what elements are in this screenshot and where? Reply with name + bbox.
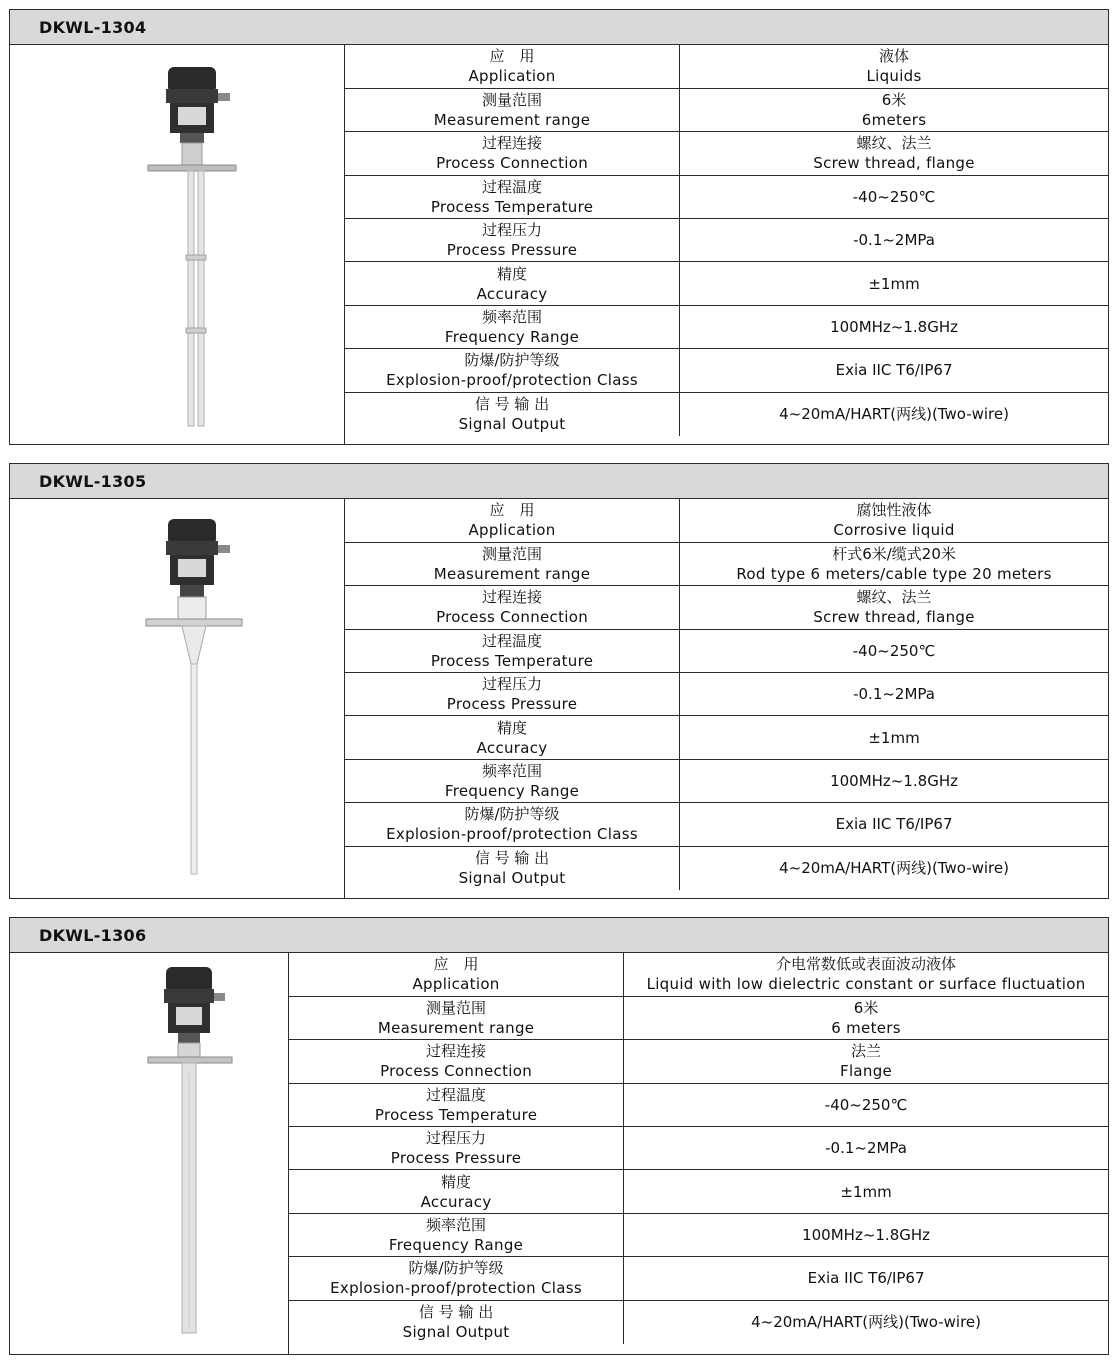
spec-value: 介电常数低或表面波动液体 Liquid with low dielectric constant or surface fluctuation — [624, 953, 1108, 996]
product-section-dkwl-1304 — [9, 9, 1109, 445]
spec-value: 100MHz~1.8GHz — [624, 1213, 1108, 1256]
section-body — [9, 953, 1109, 1355]
spec-value: ±1mm — [624, 1170, 1108, 1213]
spec-value: 螺纹、法兰 Screw thread, flange — [680, 132, 1108, 175]
table-row — [289, 1083, 1108, 1126]
spec-label: 过程连接 Process Connection — [345, 586, 680, 629]
table-row — [289, 1170, 1108, 1213]
spec-value: -40~250℃ — [624, 1083, 1108, 1126]
radar-level-gauge-twin-rod-image — [10, 45, 345, 445]
spec-value: -0.1~2MPa — [680, 219, 1108, 262]
spec-value: 4~20mA/HART(两线)(Two-wire) — [680, 846, 1108, 889]
table-row — [345, 45, 1108, 88]
spec-label: 过程温度 Process Temperature — [289, 1083, 624, 1126]
table-row — [345, 673, 1108, 716]
spec-value: 6米 6 meters — [624, 996, 1108, 1039]
section-body — [9, 45, 1109, 445]
spec-label: 测量范围 Measurement range — [345, 88, 680, 131]
spec-value: 4~20mA/HART(两线)(Two-wire) — [680, 392, 1108, 435]
spec-value: 100MHz~1.8GHz — [680, 305, 1108, 348]
spec-label: 防爆/防护等级 Explosion-proof/protection Class — [345, 349, 680, 392]
table-row — [345, 219, 1108, 262]
spec-label: 精度 Accuracy — [345, 262, 680, 305]
spec-value: -0.1~2MPa — [680, 673, 1108, 716]
product-image-dkwl-1305 — [10, 499, 345, 898]
radar-level-gauge-single-rod-image — [10, 499, 345, 899]
spec-label: 频率范围 Frequency Range — [289, 1213, 624, 1256]
spec-label: 过程温度 Process Temperature — [345, 629, 680, 672]
product-section-dkwl-1305 — [9, 463, 1109, 899]
spec-label: 精度 Accuracy — [345, 716, 680, 759]
spec-value: Exia IIC T6/IP67 — [624, 1257, 1108, 1300]
spec-label: 精度 Accuracy — [289, 1170, 624, 1213]
table-row — [289, 1040, 1108, 1083]
spec-label: 频率范围 Frequency Range — [345, 759, 680, 802]
spec-value: 液体 Liquids — [680, 45, 1108, 88]
table-row — [345, 629, 1108, 672]
spec-value: -40~250℃ — [680, 629, 1108, 672]
table-row — [345, 846, 1108, 889]
table-row — [345, 305, 1108, 348]
table-row — [289, 996, 1108, 1039]
table-row — [289, 1127, 1108, 1170]
section-title: DKWL-1304 — [9, 9, 1109, 45]
spec-value: 6米 6meters — [680, 88, 1108, 131]
spec-label: 信 号 输 出 Signal Output — [345, 846, 680, 889]
spec-label: 过程压力 Process Pressure — [345, 219, 680, 262]
spec-label: 测量范围 Measurement range — [289, 996, 624, 1039]
spec-value: 法兰 Flange — [624, 1040, 1108, 1083]
spec-value: -0.1~2MPa — [624, 1127, 1108, 1170]
spec-value: ±1mm — [680, 262, 1108, 305]
spec-label: 过程连接 Process Connection — [289, 1040, 624, 1083]
spec-label: 信 号 输 出 Signal Output — [289, 1300, 624, 1343]
spec-label: 过程压力 Process Pressure — [345, 673, 680, 716]
table-row — [289, 1300, 1108, 1343]
table-row — [345, 349, 1108, 392]
spec-value: 螺纹、法兰 Screw thread, flange — [680, 586, 1108, 629]
table-row — [345, 803, 1108, 846]
table-row — [289, 1257, 1108, 1300]
spec-table — [289, 953, 1108, 1344]
table-row — [345, 175, 1108, 218]
product-image-dkwl-1304 — [10, 45, 345, 444]
table-row — [345, 88, 1108, 131]
spec-label: 过程连接 Process Connection — [345, 132, 680, 175]
spec-value: 腐蚀性液体 Corrosive liquid — [680, 499, 1108, 542]
section-body — [9, 499, 1109, 899]
radar-level-gauge-coaxial-image — [10, 953, 289, 1355]
table-row — [345, 586, 1108, 629]
spec-table — [345, 45, 1108, 436]
table-row — [345, 392, 1108, 435]
spec-value: ±1mm — [680, 716, 1108, 759]
table-row — [289, 953, 1108, 996]
spec-value: 100MHz~1.8GHz — [680, 759, 1108, 802]
spec-value: Exia IIC T6/IP67 — [680, 803, 1108, 846]
product-section-dkwl-1306 — [9, 917, 1109, 1355]
product-image-dkwl-1306 — [10, 953, 289, 1354]
table-row — [345, 499, 1108, 542]
spec-label: 应 用 Application — [345, 45, 680, 88]
table-row — [345, 262, 1108, 305]
table-row — [345, 716, 1108, 759]
section-title: DKWL-1306 — [9, 917, 1109, 953]
table-row — [345, 759, 1108, 802]
spec-label: 应 用 Application — [345, 499, 680, 542]
table-row — [345, 132, 1108, 175]
table-row — [289, 1213, 1108, 1256]
spec-label: 应 用 Application — [289, 953, 624, 996]
spec-label: 测量范围 Measurement range — [345, 542, 680, 585]
spec-label: 信 号 输 出 Signal Output — [345, 392, 680, 435]
spec-label: 防爆/防护等级 Explosion-proof/protection Class — [345, 803, 680, 846]
spec-value: -40~250℃ — [680, 175, 1108, 218]
spec-label: 频率范围 Frequency Range — [345, 305, 680, 348]
spec-table — [345, 499, 1108, 890]
spec-value: 杆式6米/缆式20米 Rod type 6 meters/cable type 20 meters — [680, 542, 1108, 585]
spec-label: 过程压力 Process Pressure — [289, 1127, 624, 1170]
spec-label: 过程温度 Process Temperature — [345, 175, 680, 218]
spec-label: 防爆/防护等级 Explosion-proof/protection Class — [289, 1257, 624, 1300]
spec-value: 4~20mA/HART(两线)(Two-wire) — [624, 1300, 1108, 1343]
table-row — [345, 542, 1108, 585]
section-title: DKWL-1305 — [9, 463, 1109, 499]
spec-value: Exia IIC T6/IP67 — [680, 349, 1108, 392]
